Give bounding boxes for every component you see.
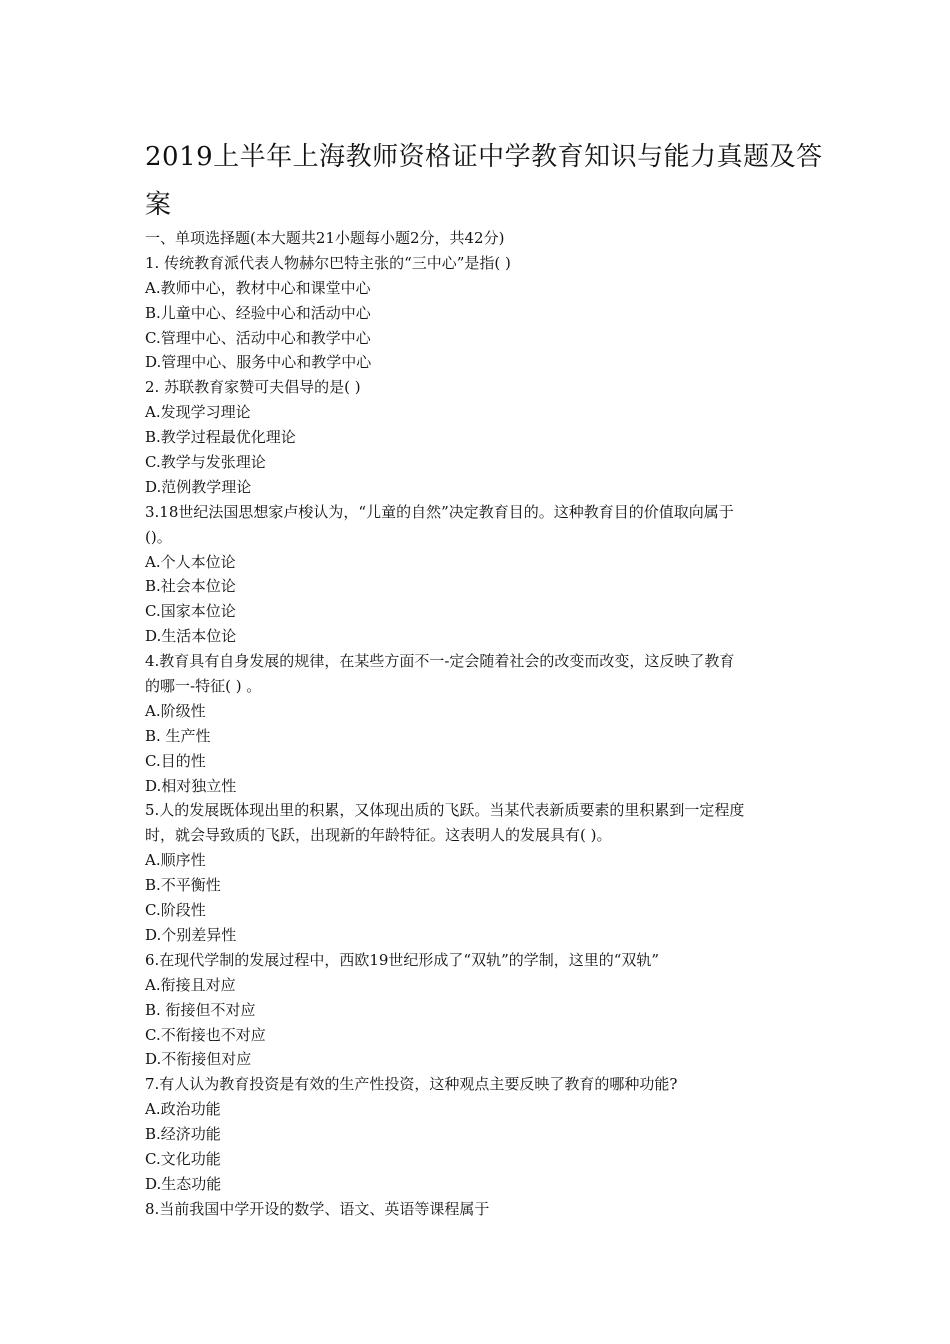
option-3c: C.国家本位论 — [145, 602, 236, 621]
option-3a: A.个人本位论 — [145, 552, 236, 571]
question-6: 6.在现代学制的发展过程中，西欧19世纪形成了“双轨”的学制，这里的“双轨” — [145, 950, 660, 969]
question-7: 7.有人认为教育投资是有效的生产性投资，这种观点主要反映了教育的哪种功能? — [145, 1075, 678, 1094]
option-5d: D.个别差异性 — [145, 925, 237, 944]
option-1a: A.教师中心，教材中心和课堂中心 — [145, 278, 371, 297]
option-4c: C.目的性 — [145, 751, 206, 770]
option-6a: A.衔接且对应 — [145, 975, 236, 994]
option-2c: C.教学与发张理论 — [145, 453, 266, 472]
option-2b: B.教学过程最优化理论 — [145, 428, 296, 447]
question-5-continued: 时，就会导致质的飞跃，出现新的年龄特征。这表明人的发展具有( )。 — [145, 826, 612, 845]
question-2: 2. 苏联教育家赞可夫倡导的是( ) — [145, 378, 361, 397]
option-2a: A.发现学习理论 — [145, 403, 251, 422]
option-4a: A.阶级性 — [145, 701, 206, 720]
option-7b: B.经济功能 — [145, 1125, 221, 1144]
option-6d: D.不衔接但对应 — [145, 1050, 252, 1069]
question-4-continued: 的哪一-特征( ) 。 — [145, 677, 262, 696]
section-heading: 一、单项选择题(本大题共21小题每小题2分，共42分) — [145, 229, 505, 247]
document-body — [145, 226, 815, 1222]
question-1: 1. 传统教育派代表人物赫尔巴特主张的“三中心”是指( ) — [145, 253, 511, 272]
option-3b: B.社会本位论 — [145, 577, 236, 596]
option-7c: C.文化功能 — [145, 1149, 221, 1168]
option-6c: C.不衔接也不对应 — [145, 1025, 266, 1044]
option-7a: A.政治功能 — [145, 1100, 221, 1119]
question-3: 3.18世纪法国思想家卢梭认为，“儿童的自然”决定教育目的。这种教育目的价值取向属于 — [145, 502, 734, 521]
option-6b: B. 衔接但不对应 — [145, 1000, 256, 1019]
question-4: 4.教育具有自身发展的规律，在某些方面不一-定会随着社会的改变而改变，这反映了教育 — [145, 652, 735, 671]
question-8: 8.当前我国中学开设的数学、语文、英语等课程属于 — [145, 1199, 490, 1218]
option-5a: A.顺序性 — [145, 851, 206, 870]
option-4d: D.相对独立性 — [145, 776, 237, 795]
question-3-continued: ()。 — [145, 527, 172, 546]
option-1c: C.管理中心、活动中心和教学中心 — [145, 328, 371, 347]
option-7d: D.生态功能 — [145, 1174, 222, 1193]
question-5: 5.人的发展既体现出里的积累，又体现出质的飞跃。当某代表新质要素的里积累到一定程度 — [145, 801, 745, 820]
document-title: 2019上半年上海教师资格证中学教育知识与能力真题及答案 — [145, 142, 823, 220]
option-1d: D.管理中心、服务中心和教学中心 — [145, 353, 372, 372]
option-5c: C.阶段性 — [145, 901, 206, 920]
option-2d: D.范例教学理论 — [145, 477, 252, 496]
option-5b: B.不平衡性 — [145, 876, 221, 895]
option-1b: B.儿童中心、经验中心和活动中心 — [145, 303, 371, 322]
option-3d: D.生活本位论 — [145, 627, 237, 646]
option-4b: B. 生产性 — [145, 726, 211, 745]
